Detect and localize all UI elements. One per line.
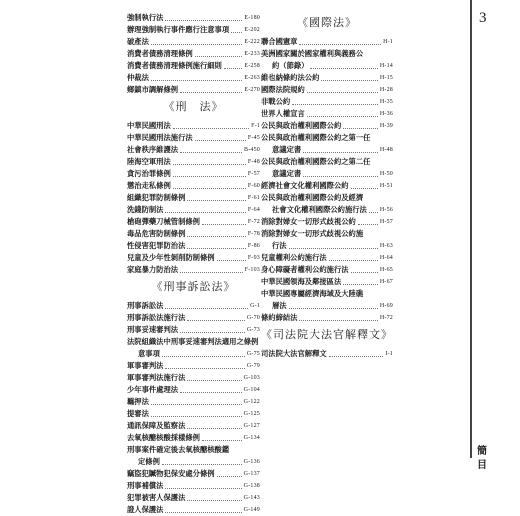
toc-entry[interactable]	[261, 72, 393, 84]
toc-entry-title: 陸海空軍刑法	[127, 157, 171, 166]
toc-entry-title: 意議定書	[272, 145, 302, 154]
toc-entry-title: 消費者債務清理條例施行細則	[127, 61, 222, 70]
toc-entry-page: H-67	[379, 279, 393, 285]
toc-entry-title: 少年事件處理法	[127, 385, 179, 394]
section-heading: 《刑事訴訟法》	[151, 280, 236, 293]
dot-leader	[299, 320, 377, 321]
toc-entry-page: G-137	[243, 471, 260, 477]
toc-entry[interactable]	[127, 504, 260, 516]
toc-entry[interactable]	[127, 204, 260, 216]
toc-entry[interactable]	[261, 228, 393, 240]
toc-entry-page: E-258	[244, 63, 260, 69]
toc-entry-title: 刑事妥速審判法	[127, 325, 179, 334]
toc-entry[interactable]	[261, 36, 393, 48]
toc-entry-page: H-35	[379, 99, 393, 105]
toc-entry[interactable]	[127, 48, 260, 60]
toc-entry-page: G-136	[243, 459, 260, 465]
dot-leader	[217, 476, 242, 477]
toc-entry[interactable]	[127, 216, 260, 228]
toc-entry[interactable]	[127, 444, 260, 456]
dot-leader	[195, 140, 246, 141]
toc-entry-page: G-143	[243, 495, 260, 501]
toc-entry-page: G-103	[243, 375, 260, 381]
toc-entry-title: 公民與政治權利國際公約之第一任	[261, 133, 371, 142]
toc-entry-title: 公民與政治權利國際公約之第二任	[261, 157, 371, 166]
toc-entry[interactable]	[127, 72, 260, 84]
toc-entry-page: H-69	[379, 303, 393, 309]
toc-entry-title: 行法	[272, 241, 287, 250]
toc-entry[interactable]	[261, 132, 393, 144]
dot-leader	[303, 152, 378, 153]
dot-leader	[187, 500, 241, 501]
toc-entry-page: F-1	[251, 123, 260, 129]
toc-entry-page: H-56	[379, 207, 393, 213]
toc-entry-title: 家庭暴力防治法	[127, 265, 179, 274]
toc-entry[interactable]	[261, 144, 393, 156]
toc-entry-title: 條約締結法	[261, 313, 298, 322]
toc-entry[interactable]	[261, 288, 393, 300]
toc-entry-title: 去氧核醣核酸採樣條例	[127, 433, 200, 442]
dot-leader	[151, 44, 242, 45]
dot-leader	[187, 320, 244, 321]
toc-entry-page: F-64	[247, 207, 260, 213]
toc-entry-title: 意議定書	[272, 169, 302, 178]
toc-entry-title: 社會秩序維護法	[127, 145, 179, 154]
toc-entry[interactable]	[261, 180, 393, 192]
toc-entry-title: 中華民國刑法施行法	[127, 133, 193, 142]
toc-entry[interactable]	[261, 216, 393, 228]
toc-entry-title: 兒童權利公約施行法	[261, 253, 327, 262]
toc-entry-title: 國際法院規約	[261, 85, 305, 94]
toc-entry[interactable]	[127, 156, 260, 168]
dot-leader	[162, 464, 242, 465]
toc-entry[interactable]	[261, 252, 393, 264]
toc-entry[interactable]	[261, 264, 393, 276]
dot-leader	[289, 248, 378, 249]
toc-entry-title: 通訊保障及監察法	[127, 421, 186, 430]
toc-entry-page: G-70	[246, 315, 260, 321]
toc-entry-page: H-36	[379, 111, 393, 117]
toc-entry-page: G-138	[243, 483, 260, 489]
toc-entry-title: 破產法	[127, 37, 149, 46]
toc-entry[interactable]	[127, 60, 260, 72]
dot-leader	[299, 44, 381, 45]
toc-entry-page: E-222	[244, 39, 260, 45]
toc-entry[interactable]	[127, 144, 260, 156]
toc-entry-title: 懲治走私條例	[127, 181, 171, 190]
side-mark-2: 目	[477, 460, 487, 471]
toc-entry-title: 槍砲彈藥刀械管制條例	[127, 217, 200, 226]
toc-entry-page: G-1	[250, 303, 260, 309]
toc-entry-page: H-64	[379, 255, 393, 261]
dot-leader	[165, 212, 245, 213]
toc-entry-title: 辦理強制執行事件應行注意事項	[127, 25, 230, 34]
toc-entry[interactable]	[261, 240, 393, 252]
toc-entry-page: H-72	[379, 315, 393, 321]
toc-entry-page: B-450	[244, 147, 260, 153]
dot-leader	[165, 488, 241, 489]
toc-entry-title: 經濟社會文化權利國際公約	[261, 181, 349, 190]
toc-entry-page: E-270	[244, 87, 260, 93]
toc-entry-page: H-15	[379, 75, 393, 81]
dot-leader	[224, 68, 242, 69]
dot-leader	[165, 20, 242, 21]
toc-entry[interactable]	[261, 96, 393, 108]
toc-entry-page: E-263	[244, 75, 260, 81]
toc-entry[interactable]	[127, 468, 260, 480]
toc-entry-page: H-28	[379, 87, 393, 93]
toc-entry-page: H-51	[379, 183, 393, 189]
toc-entry[interactable]	[261, 168, 393, 180]
dot-leader	[187, 248, 245, 249]
dot-leader	[343, 128, 378, 129]
toc-entry[interactable]	[127, 36, 260, 48]
toc-entry-page: F-61	[247, 195, 260, 201]
dot-leader	[187, 380, 241, 381]
toc-entry-title: 消除對婦女一切形式歧視公約	[261, 217, 356, 226]
toc-entry[interactable]	[127, 480, 260, 492]
toc-entry-title: 約（節錄）	[272, 61, 309, 70]
dot-leader	[321, 80, 377, 81]
dot-leader	[187, 236, 245, 237]
toc-entry[interactable]	[127, 396, 260, 408]
toc-entry-title: 兒童及少年性剝削防制條例	[127, 253, 215, 262]
toc-entry[interactable]	[261, 108, 393, 120]
toc-entry[interactable]	[261, 300, 393, 312]
toc-entry-page: G-75	[246, 351, 260, 357]
toc-entry[interactable]	[127, 120, 260, 132]
toc-entry[interactable]	[127, 180, 260, 192]
toc-entry-title: 刑事案件確定後去氧核醣核酸鑑	[127, 445, 230, 454]
toc-entry-title: 證人保護法	[127, 505, 164, 514]
toc-entry[interactable]	[261, 204, 393, 216]
toc-entry-title: 中華民國領海及鄰接區法	[261, 277, 342, 286]
side-divider-bar	[470, 0, 472, 458]
dot-leader	[162, 356, 245, 357]
toc-entry-title: 提審法	[127, 409, 149, 418]
toc-entry-title: 法院組織法中刑事妥速審判法適用之條例	[127, 337, 259, 346]
toc-entry-title: 性侵害犯罪防治法	[127, 241, 186, 250]
dot-leader	[180, 152, 242, 153]
toc-entry[interactable]	[261, 60, 393, 72]
toc-entry-page: G-127	[243, 423, 260, 429]
toc-entry-title: 公民與政治權利國際公約及經濟	[261, 193, 364, 202]
dot-leader	[195, 56, 243, 57]
toc-entry[interactable]	[261, 192, 393, 204]
toc-entry-page: F-57	[247, 171, 260, 177]
toc-entry-title: 非戰公約	[261, 97, 291, 106]
toc-entry-title: 定條例	[138, 457, 160, 466]
dot-leader	[292, 104, 378, 105]
toc-entry-page: F-72	[247, 219, 260, 225]
toc-entry-title: 洗錢防制法	[127, 205, 164, 214]
toc-entry[interactable]	[261, 120, 393, 132]
toc-entry-title: 羈押法	[127, 397, 149, 406]
toc-entry-title: 消除對婦女一切形式歧視公約施	[261, 229, 364, 238]
dot-leader	[165, 512, 241, 513]
toc-entry-title: 貪污治罪條例	[127, 169, 171, 178]
toc-entry[interactable]	[127, 420, 260, 432]
toc-entry-title: 組織犯罪防制條例	[127, 193, 186, 202]
toc-entry-title: 犯罪被害人保護法	[127, 493, 186, 502]
dot-leader	[343, 284, 378, 285]
dot-leader	[202, 440, 242, 441]
toc-entry[interactable]	[261, 348, 393, 360]
toc-entry-title: 公民與政治權利國際公約	[261, 121, 342, 130]
toc-entry[interactable]	[261, 156, 393, 168]
dot-leader	[187, 200, 245, 201]
toc-entry-title: 刑事訴訟法施行法	[127, 313, 186, 322]
toc-entry[interactable]	[127, 228, 260, 240]
toc-entry[interactable]	[127, 372, 260, 384]
toc-entry-page: H-1	[383, 39, 393, 45]
toc-entry[interactable]	[127, 324, 260, 336]
toc-entry-title: 司法院大法官解釋文	[261, 349, 327, 358]
toc-entry-title: 世界人權宣言	[261, 109, 305, 118]
toc-entry[interactable]	[127, 264, 260, 276]
dot-leader	[231, 32, 242, 33]
toc-entry-title: 竊盜犯贓物犯保安處分條例	[127, 469, 215, 478]
toc-entry-title: 強制執行法	[127, 13, 164, 22]
toc-entry-page: F-45	[247, 135, 260, 141]
toc-entry-page: F-93	[247, 255, 260, 261]
toc-entry[interactable]	[127, 432, 260, 444]
toc-entry-title: 軍事審判法施行法	[127, 373, 186, 382]
toc-entry[interactable]	[127, 252, 260, 264]
dot-leader	[187, 428, 241, 429]
toc-entry-page: H-48	[379, 147, 393, 153]
toc-entry-page: F-60	[247, 183, 260, 189]
toc-entry[interactable]	[261, 276, 393, 288]
toc-entry-title: 聯合國憲章	[261, 37, 298, 46]
dot-leader	[180, 392, 242, 393]
toc-entry-title: 維也納條約法公約	[261, 73, 320, 82]
toc-entry-title: 毒品危害防制條例	[127, 229, 186, 238]
toc-entry-page: G-149	[243, 507, 260, 513]
toc-entry-title: 中華民國刑法	[127, 121, 171, 130]
dot-leader	[351, 272, 378, 273]
toc-entry-page: E-202	[244, 27, 260, 33]
toc-entry-page: F-86	[247, 243, 260, 249]
page-number: 3	[479, 10, 487, 26]
toc-entry-page: H-63	[379, 243, 393, 249]
toc-entry[interactable]	[261, 312, 393, 324]
dot-leader	[351, 188, 378, 189]
toc-entry[interactable]	[127, 348, 260, 360]
toc-left-column	[127, 12, 260, 516]
toc-entry-page: H-57	[379, 219, 393, 225]
toc-entry[interactable]	[261, 48, 393, 60]
toc-entry-page: G-134	[243, 435, 260, 441]
toc-entry-page: H-14	[379, 63, 393, 69]
section-heading: 《刑 法》	[163, 100, 224, 113]
toc-entry[interactable]	[127, 240, 260, 252]
toc-entry-title: 刑事補償法	[127, 481, 164, 490]
toc-entry-title: 刑事訴訟法	[127, 301, 164, 310]
toc-entry-title: 鄉鎮市調解條例	[127, 85, 179, 94]
dot-leader	[307, 116, 378, 117]
toc-entry[interactable]	[127, 456, 260, 468]
toc-entry-page: E-180	[244, 15, 260, 21]
toc-entry-title: 社會文化權利國際公約施行法	[272, 205, 367, 214]
dot-leader	[329, 356, 384, 357]
dot-leader	[173, 128, 249, 129]
dot-leader	[307, 92, 378, 93]
toc-entry-page: G-79	[246, 363, 260, 369]
dot-leader	[180, 92, 242, 93]
dot-leader	[165, 368, 244, 369]
dot-leader	[151, 404, 242, 405]
toc-entry-page: G-104	[243, 387, 260, 393]
toc-entry[interactable]	[127, 384, 260, 396]
toc-entry-page: G-125	[243, 411, 260, 417]
toc-entry[interactable]	[127, 312, 260, 324]
dot-leader	[369, 212, 378, 213]
dot-leader	[173, 176, 246, 177]
dot-leader	[202, 224, 246, 225]
toc-entry[interactable]	[127, 300, 260, 312]
toc-entry-page: G-73	[246, 327, 260, 333]
toc-entry-page: E-233	[244, 51, 260, 57]
dot-leader	[180, 332, 245, 333]
dot-leader	[173, 164, 246, 165]
toc-entry[interactable]	[127, 336, 260, 348]
toc-entry-page: F-48	[247, 159, 260, 165]
toc-entry-page: I-1	[385, 351, 393, 357]
toc-entry-title: 中華民國專屬經濟海域及大陸礁	[261, 289, 364, 298]
dot-leader	[329, 260, 378, 261]
toc-entry-title: 身心障礙者權利公約施行法	[261, 265, 349, 274]
section-heading: 《司法院大法官解釋文》	[261, 328, 393, 341]
dot-leader	[151, 80, 242, 81]
toc-entry[interactable]	[127, 24, 260, 36]
toc-entry-title: 軍事審判法	[127, 361, 164, 370]
toc-entry-title: 消費者債務清理條例	[127, 49, 193, 58]
toc-entry-title: 意事項	[138, 349, 160, 358]
toc-entry-page: G-122	[243, 399, 260, 405]
toc-right-column	[261, 12, 393, 360]
toc-entry[interactable]	[127, 132, 260, 144]
dot-leader	[303, 176, 378, 177]
dot-leader	[173, 188, 246, 189]
toc-entry-page: H-50	[379, 171, 393, 177]
toc-entry-page: F-78	[247, 231, 260, 237]
toc-entry-page: H-39	[379, 123, 393, 129]
dot-leader	[310, 68, 377, 69]
toc-entry[interactable]	[127, 408, 260, 420]
dot-leader	[289, 308, 378, 309]
toc-entry-title: 層法	[272, 301, 287, 310]
toc-entry[interactable]	[127, 84, 260, 96]
dot-leader	[151, 416, 242, 417]
section-heading: 《國際法》	[297, 16, 357, 29]
dot-leader	[180, 272, 243, 273]
toc-entry[interactable]	[127, 492, 260, 504]
toc-entry[interactable]	[127, 360, 260, 372]
toc-entry[interactable]	[261, 84, 393, 96]
toc-entry[interactable]	[127, 12, 260, 24]
side-mark-1: 簡	[477, 446, 487, 457]
toc-entry-title: 美洲國家關於國家權利與義務公	[261, 49, 364, 58]
toc-entry-title: 仲裁法	[127, 73, 149, 82]
toc-entry-page: F-103	[244, 267, 260, 273]
toc-entry-page: H-65	[379, 267, 393, 273]
dot-leader	[358, 224, 378, 225]
toc-entry[interactable]	[127, 168, 260, 180]
dot-leader	[165, 308, 248, 309]
toc-entry[interactable]	[127, 192, 260, 204]
dot-leader	[217, 260, 246, 261]
